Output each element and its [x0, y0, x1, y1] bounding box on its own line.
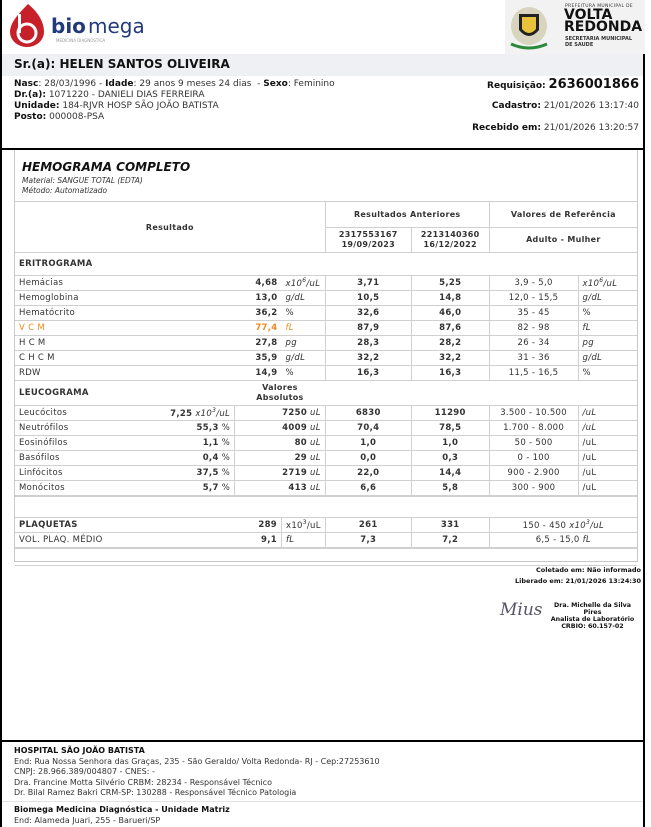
svg-text:mega: mega [88, 14, 145, 38]
prev2-value: 5,8 [411, 481, 489, 497]
posto-label: Posto: [14, 112, 47, 122]
prev2-date: 16/12/2022 [423, 239, 477, 249]
ref-range: 3,9 - 5,0 [489, 276, 578, 291]
table-row [15, 336, 637, 351]
absolutos-header: Valores Absolutos [256, 383, 304, 402]
prev1-id: 2317553167 [338, 229, 398, 239]
analyte-value: 77,4 [235, 321, 282, 336]
city-logo-line4: SECRETARIA MUNICIPAL [565, 36, 633, 42]
analyte-name: C H C M [15, 351, 235, 366]
requisicao-value: 2636001866 [548, 77, 639, 92]
analyte-value: 27,8 [235, 336, 282, 351]
liberado-line: Liberado em: 21/01/2026 13:24:30 [515, 577, 641, 585]
table-row [15, 291, 637, 306]
prev1-value: 0,0 [325, 451, 411, 466]
analyte-unit: % [282, 306, 326, 321]
table-row [15, 306, 637, 321]
analyte-value: 14,9 [235, 366, 282, 381]
lab-name: Biomega Medicina Diagnóstica - Unidade Matriz [14, 805, 230, 814]
recebido-label: Recebido em: [472, 123, 541, 133]
prev1-value: 70,4 [325, 421, 411, 436]
analyte-unit: g/dL [282, 351, 326, 366]
analyte-unit: fL [282, 321, 326, 336]
prev1-value: 3,71 [325, 276, 411, 291]
absolute-value: 4009 uL [235, 421, 326, 436]
analyte-name: Leucócitos [15, 406, 115, 421]
signature-image: Mius [500, 600, 543, 620]
prev1-value: 32,2 [325, 351, 411, 366]
prev2-value: 1,0 [411, 436, 489, 451]
ref-unit: /uL [578, 406, 637, 421]
ref-range: 31 - 36 [489, 351, 578, 366]
prev1-value: 6,6 [325, 481, 411, 497]
table-row [15, 451, 637, 466]
cadastro-line [492, 101, 639, 111]
eritrograma-title: ERITROGRAMA [15, 253, 637, 276]
hospital-info [14, 746, 380, 799]
analyte-value: 9,1 [235, 533, 282, 549]
exam-material: Material: SANGUE TOTAL (EDTA) [22, 176, 143, 185]
analyte-name: PLAQUETAS [15, 518, 235, 533]
analyte-unit: fL [282, 533, 326, 549]
table-row [15, 436, 637, 451]
ref-range: 3.500 - 10.500 [489, 406, 578, 421]
doctor-line [14, 90, 204, 101]
city-logo-line2: VOLTA [564, 7, 613, 23]
prev2-value: 11290 [411, 406, 489, 421]
biomega-drop-icon [8, 2, 148, 48]
prev1-value: 1,0 [325, 436, 411, 451]
analyte-unit: g/dL [282, 291, 326, 306]
posto-value: 000008-PSA [49, 112, 105, 122]
referencia-header: Valores de Referência [489, 202, 637, 228]
ref-range: 50 - 500 [489, 436, 578, 451]
resultado-header: Resultado [15, 202, 325, 253]
footer-separator [2, 740, 643, 742]
patient-name [14, 57, 230, 71]
prev1-header [325, 227, 411, 253]
analyte-unit: $x10^3/uL$ [282, 518, 326, 533]
doctor-value: 1071220 - DANIELI DIAS FERREIRA [48, 90, 205, 100]
table-row-flagged [15, 321, 637, 336]
prev2-value: 16,3 [411, 366, 489, 381]
prev1-value: 22,0 [325, 466, 411, 481]
analyte-name: Linfócitos [15, 466, 115, 481]
idade-value: 29 anos 9 meses 24 dias [139, 79, 252, 89]
nasc-label: Nasc [14, 79, 39, 89]
signer-role: Analista de Laboratório [550, 616, 635, 623]
analyte-name: VOL. PLAQ. MÉDIO [15, 533, 235, 549]
idade-label: Idade [105, 79, 134, 89]
analyte-name: Hemácias [15, 276, 235, 291]
anteriores-header: Resultados Anteriores [325, 202, 489, 228]
unidade-line [14, 101, 219, 112]
analyte-value: 289 [235, 518, 282, 533]
prev2-value: 78,5 [411, 421, 489, 436]
analyte-name: H C M [15, 336, 235, 351]
exam-title: HEMOGRAMA COMPLETO [22, 160, 191, 174]
table-row [15, 366, 637, 381]
absolute-value: 2719 uL [235, 466, 326, 481]
prev2-value: 14,4 [411, 466, 489, 481]
ref-range: 26 - 34 [489, 336, 578, 351]
ref-unit: /uL [578, 466, 637, 481]
prev2-header [411, 227, 489, 253]
ref-range: 11,5 - 16,5 [489, 366, 578, 381]
analyte-unit: % [282, 366, 326, 381]
spacer-row [15, 496, 637, 518]
table-row [15, 421, 637, 436]
table-row [15, 276, 637, 291]
analyte-value: 37,5 % [115, 466, 235, 481]
responsible-1: Dra. Francine Motta Silvério CRBM: 28234 - Responsável Técnico [14, 777, 272, 787]
signer-block [545, 602, 640, 630]
lab-address: End: Alameda Juari, 255 - Barueri/SP [14, 815, 161, 825]
ref-range: 0 - 100 [489, 451, 578, 466]
prev1-date: 19/09/2023 [341, 239, 395, 249]
spacer-row [15, 548, 637, 566]
table-row [15, 406, 637, 421]
analyte-value: 0,4 % [115, 451, 235, 466]
hospital-address: End: Rua Nossa Senhora das Graças, 235 - São Geraldo/ Volta Redonda- RJ - Cep:27253610 [14, 756, 380, 766]
analyte-value: 36,2 [235, 306, 282, 321]
analyte-value: 13,0 [235, 291, 282, 306]
unidade-value: 184-RJVR HOSP SÃO JOÃO BATISTA [62, 101, 219, 111]
doctor-label: Dr.(a): [14, 90, 46, 100]
prev2-value: 7,2 [411, 533, 489, 549]
analyte-name: Eosinófilos [15, 436, 115, 451]
requisicao-line [487, 77, 639, 92]
prev2-value: 28,2 [411, 336, 489, 351]
prev2-id: 2213140360 [420, 229, 480, 239]
prev2-value: 331 [411, 518, 489, 533]
ref-unit: fL [578, 321, 637, 336]
prev1-value: 28,3 [325, 336, 411, 351]
analyte-name: V C M [15, 321, 235, 336]
svg-text:MEDICINA DIAGNÓSTICA: MEDICINA DIAGNÓSTICA [56, 38, 106, 43]
analyte-value: 35,9 [235, 351, 282, 366]
absolute-value: 80 uL [235, 436, 326, 451]
table-row-plaquetas [15, 518, 637, 533]
ref-range: 12,0 - 15,5 [489, 291, 578, 306]
analyte-name: Basófilos [15, 451, 115, 466]
nasc-value: 28/03/1996 [44, 79, 97, 89]
ref-unit: /uL [578, 436, 637, 451]
posto-line [14, 112, 104, 123]
ref-unit: $x10^6/uL$ [578, 276, 637, 291]
leucograma-title: LEUCOGRAMA [19, 388, 89, 398]
patient-name-value: HELEN SANTOS OLIVEIRA [59, 57, 230, 71]
prev1-value: 32,6 [325, 306, 411, 321]
cadastro-label: Cadastro: [491, 101, 541, 111]
signer-reg: CRBIO: 60.157-02 [561, 623, 624, 630]
prev2-value: 0,3 [411, 451, 489, 466]
analyte-name: Hematócrito [15, 306, 235, 321]
table-row [15, 466, 637, 481]
table-row [15, 351, 637, 366]
hospital-cnpj: CNPJ: 28.966.389/004807 - CNES: - [14, 767, 155, 776]
prev2-value: 87,6 [411, 321, 489, 336]
prev1-value: 10,5 [325, 291, 411, 306]
city-logo-line3: REDONDA [564, 19, 643, 35]
analyte-value: 7,25 $x10^3/uL$ [115, 406, 235, 421]
ref-range: 82 - 98 [489, 321, 578, 336]
ref-range: 35 - 45 [489, 306, 578, 321]
absolute-value: 29 uL [235, 451, 326, 466]
cadastro-value: 21/01/2026 13:17:40 [543, 101, 639, 111]
prev2-value: 5,25 [411, 276, 489, 291]
ref-unit: % [578, 306, 637, 321]
analyte-unit: pg [282, 336, 326, 351]
table-row-vpm [15, 533, 637, 549]
unidade-label: Unidade: [14, 101, 60, 111]
lab-info [14, 805, 230, 826]
recebido-line [472, 123, 639, 133]
analyte-value: 4,68 [235, 276, 282, 291]
patient-demographics: Nasc: 28/03/1996 - Idade: 29 anos 9 meses 24 dias - Sexo: Feminino [14, 79, 335, 89]
recebido-value: 21/01/2026 13:20:57 [543, 123, 639, 133]
prev1-value: 261 [325, 518, 411, 533]
absolute-value: 7250 uL [235, 406, 326, 421]
ref-unit: g/dL [578, 291, 637, 306]
sexo-value: Feminino [293, 79, 335, 89]
ref-unit: % [578, 366, 637, 381]
absolute-value: 413 uL [235, 481, 326, 497]
city-logo-line5: DE SAUDE [565, 42, 594, 48]
patient-name-label: Sr.(a): [14, 57, 56, 71]
analyte-value: 5,7 % [115, 481, 235, 497]
ref-range: 6,5 - 15,0 fL [489, 533, 637, 549]
responsible-2: Dr. Bilal Ramez Bakri CRM-SP: 130288 - Responsável Técnico Patologia [14, 788, 297, 797]
ref-unit: /uL [578, 481, 637, 497]
ref-range: 300 - 900 [489, 481, 578, 497]
city-logo-line1: PREFEITURA MUNICIPAL DE [565, 4, 633, 9]
ref-range: 1.700 - 8.000 [489, 421, 578, 436]
prev1-value: 87,9 [325, 321, 411, 336]
analyte-name: Monócitos [15, 481, 115, 497]
coletado-line: Coletado em: Não informado [536, 566, 641, 574]
results-table [15, 201, 637, 566]
biomega-logo [8, 2, 148, 48]
exam-method: Método: Automatizado [22, 186, 108, 195]
analyte-name: Neutrófilos [15, 421, 115, 436]
hospital-name: HOSPITAL SÃO JOÃO BATISTA [14, 746, 145, 755]
signer-name: Dra. Michelle da Silva Pires [553, 602, 631, 616]
footer-divider [2, 801, 643, 802]
analyte-name: RDW [15, 366, 235, 381]
requisicao-label: Requisição: [487, 81, 546, 91]
analyte-value: 55,3 % [115, 421, 235, 436]
sexo-label: Sexo [263, 79, 288, 89]
analyte-unit: $x10^6/uL$ [282, 276, 326, 291]
analyte-value: 1,1 % [115, 436, 235, 451]
prev2-value: 46,0 [411, 306, 489, 321]
ref-range: 900 - 2.900 [489, 466, 578, 481]
table-row [15, 481, 637, 497]
prev2-value: 32,2 [411, 351, 489, 366]
svg-text:bio: bio [51, 14, 86, 38]
ref-unit: /uL [578, 421, 637, 436]
volta-redonda-logo [505, 0, 645, 54]
ref-unit: /uL [578, 451, 637, 466]
prev2-value: 14,8 [411, 291, 489, 306]
prev1-value: 16,3 [325, 366, 411, 381]
analyte-name: Hemoglobina [15, 291, 235, 306]
ref-range: 150 - 450 $x10^3/uL$ [489, 518, 637, 533]
prev1-value: 7,3 [325, 533, 411, 549]
ref-unit: g/dL [578, 351, 637, 366]
prev1-value: 6830 [325, 406, 411, 421]
ref-unit: pg [578, 336, 637, 351]
ref-group-header: Adulto - Mulher [489, 227, 637, 253]
